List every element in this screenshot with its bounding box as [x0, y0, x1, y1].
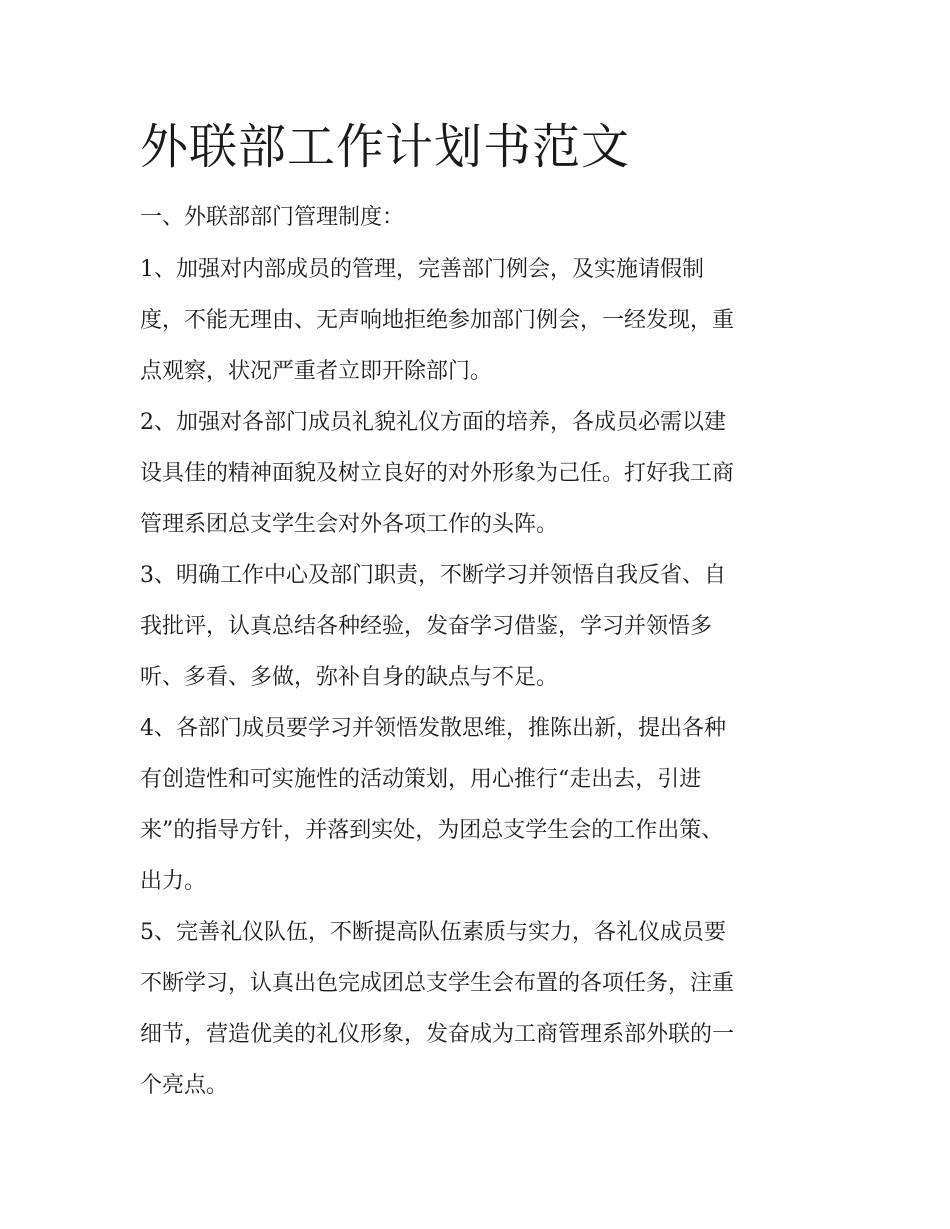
paragraph-line: 2、加强对各部门成员礼貌礼仪方面的培养，各成员必需以建 [140, 410, 726, 435]
document-page [140, 112, 812, 1121]
paragraph-line: 细节，营造优美的礼仪形象，发奋成为工商管理系部外联的一 [140, 1022, 735, 1047]
paragraph-1 [140, 254, 812, 388]
paragraph-line: 设具佳的精神面貌及树立良好的对外形象为己任。打好我工商 [140, 461, 735, 486]
paragraph-line: 出力。 [140, 869, 207, 894]
paragraph-line: 1、加强对内部成员的管理，完善部门例会，及实施请假制 [140, 257, 704, 282]
paragraph-line: 我批评，认真总结各种经验，发奋学习借鉴，学习并领悟多 [140, 614, 713, 639]
paragraph-line: 有创造性和可实施性的活动策划，用心推行“走出去，引进 [140, 767, 702, 792]
paragraph-3 [140, 560, 812, 694]
paragraph-5 [140, 917, 812, 1102]
paragraph-line: 不断学习，认真出色完成团总支学生会布置的各项任务，注重 [140, 971, 735, 996]
paragraph-line: 听、多看、多做，弥补自身的缺点与不足。 [140, 665, 559, 690]
paragraph-line: 3、明确工作中心及部门职责，不断学习并领悟自我反省、自 [140, 563, 726, 588]
paragraph-line: 管理系团总支学生会对外各项工作的头阵。 [140, 512, 559, 537]
paragraph-4 [140, 713, 812, 898]
paragraph-line: 来”的指导方针，并落到实处，为团总支学生会的工作出策、 [140, 818, 724, 843]
paragraph-line: 点观察，状况严重者立即开除部门。 [140, 359, 493, 384]
paragraph-line: 4、各部门成员要学习并领悟发散思维，推陈出新，提出各种 [140, 716, 726, 741]
section-heading: 一、外联部部门管理制度： [140, 205, 405, 230]
paragraph-line: 度，不能无理由、无声响地拒绝参加部门例会，一经发现，重 [140, 308, 735, 333]
paragraph-line: 5、完善礼仪队伍，不断提高队伍素质与实力，各礼仪成员要 [140, 920, 726, 945]
document-title: 外联部工作计划书范文 [140, 119, 631, 175]
paragraph-line: 个亮点。 [140, 1073, 229, 1098]
paragraph-2 [140, 407, 812, 541]
